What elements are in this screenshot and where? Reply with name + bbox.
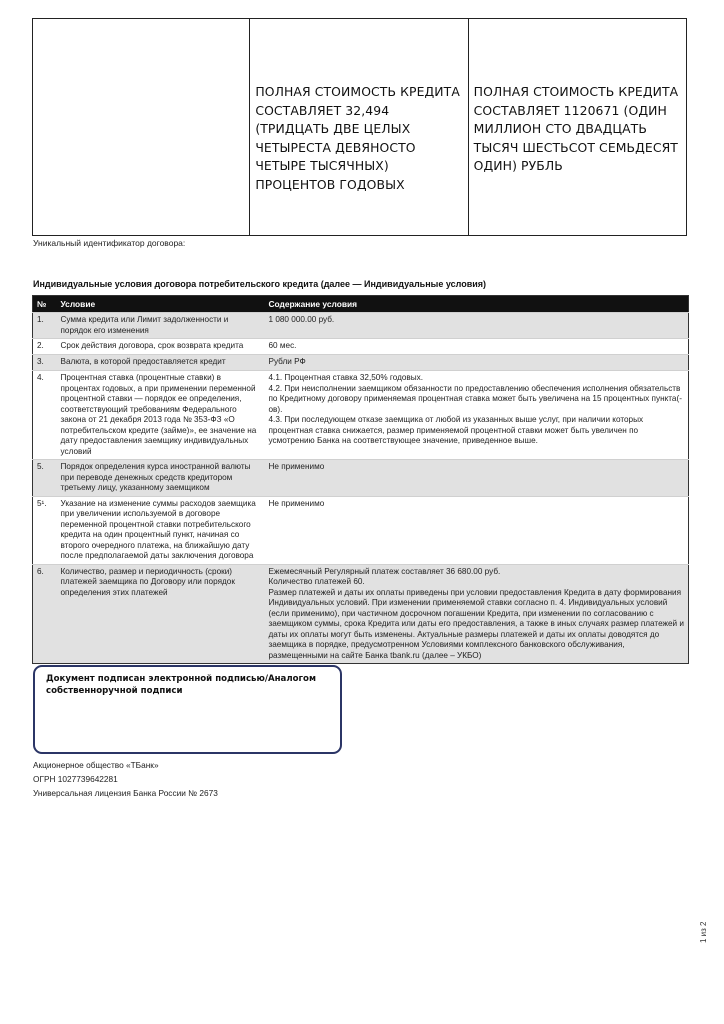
row-content-line: 4.2. При неисполнении заемщиком обязанности по предоставлению обеспечения исполнения обязательств по Кредитному договору применяемая процентная ставка может быть увеличена на 15 процентных пункта(-ов). — [268, 383, 682, 414]
company-name: Акционерное общество «ТБанк» — [33, 760, 159, 770]
header-content: Содержание условия — [265, 296, 689, 313]
row-condition: Валюта, в которой предоставляется кредит — [57, 355, 265, 371]
full-cost-rubles-text: ПОЛНАЯ СТОИМОСТЬ КРЕДИТА СОСТАВЛЯЕТ 1120671 (ОДИН МИЛЛИОН СТО ДВАДЦАТЬ ТЫСЯЧ ШЕСТЬСОТ СЕМЬДЕСЯТ ОДИН) РУБЛЬ — [473, 84, 679, 173]
row-content-line: Не применимо — [268, 462, 325, 471]
row-content — [265, 355, 689, 371]
signature-text: Документ подписан электронной подписью/Аналогом собственноручной подписи — [46, 674, 316, 696]
table-row — [33, 339, 689, 355]
cost-summary-cell-rubles — [469, 19, 686, 235]
row-number: 1. — [33, 313, 57, 339]
conditions-table-header — [33, 296, 689, 313]
table-row — [33, 564, 689, 664]
table-row — [33, 355, 689, 371]
row-content-line: Рубли РФ — [268, 357, 306, 366]
row-condition: Процентная ставка (процентные ставки) в процентах годовых, а при применении переменной процентной ставки — порядок ее определения, соответствующий требованиям Федерального закона от 21 декабря 2013 года № 353-ФЗ «О потребительском кредите (займе)», ее значение на дату предоставления заемщику индивидуальных условий — [57, 371, 265, 460]
row-condition: Количество, размер и периодичность (сроки) платежей заемщика по Договору или порядок определения этих платежей — [57, 564, 265, 664]
full-cost-percent-text: ПОЛНАЯ СТОИМОСТЬ КРЕДИТА СОСТАВЛЯЕТ 32,494 (ТРИДЦАТЬ ДВЕ ЦЕЛЫХ ЧЕТЫРЕСТА ДЕВЯНОСТО ЧЕТЫРЕ ТЫСЯЧНЫХ) ПРОЦЕНТОВ ГОДОВЫХ — [255, 84, 460, 192]
row-content — [265, 564, 689, 664]
table-row — [33, 371, 689, 460]
bank-requisites — [33, 759, 218, 800]
row-number: 5. — [33, 460, 57, 497]
header-condition: Условие — [57, 296, 265, 313]
row-content-line: 1 080 000.00 руб. — [268, 315, 335, 324]
electronic-signature-box — [33, 665, 342, 754]
row-content-line: 4.3. При последующем отказе заемщика от любой из указанных выше услуг, при наличии которых процентная ставка снижается, размер применяемой процентной ставки может быть увеличен по усмотрению Банка на соответствующее значение, приведенное выше. — [268, 415, 644, 445]
row-condition: Указание на изменение суммы расходов заемщика при увеличении используемой в договоре переменной процентной ставки потребительского кредита на один процентный пункт, начиная со второго очередного платежа, на ближайшую дату после предполагаемой даты заключения договора — [57, 496, 265, 564]
conditions-table — [32, 295, 689, 664]
table-row — [33, 313, 689, 339]
cost-summary-table — [32, 18, 687, 236]
row-content — [265, 313, 689, 339]
cost-summary-cell-empty — [33, 19, 250, 235]
row-number: 6. — [33, 564, 57, 664]
ogrn: ОГРН 1027739642281 — [33, 773, 118, 784]
header-number: № — [33, 296, 57, 313]
row-number: 5¹. — [33, 496, 57, 564]
row-content-line: 4.1. Процентная ставка 32,50% годовых. — [268, 373, 424, 382]
row-number: 2. — [33, 339, 57, 355]
table-row — [33, 496, 689, 564]
license: Универсальная лицензия Банка России № 2673 — [33, 787, 218, 798]
row-content-line: 60 мес. — [268, 341, 297, 350]
row-content — [265, 339, 689, 355]
row-condition: Срок действия договора, срок возврата кредита — [57, 339, 265, 355]
row-condition: Порядок определения курса иностранной валюты при переводе денежных средств кредитором третьему лицу, указанному заемщиком — [57, 460, 265, 497]
row-content — [265, 496, 689, 564]
cost-summary-cell-percent — [250, 19, 468, 235]
row-number: 3. — [33, 355, 57, 371]
row-content-line: Размер платежей и даты их оплаты приведены при условии предоставления Кредита в дату формирования Индивидуальных условий. При изменении применяемой ставки согласно п. 4. Индивидуальных условий (если применимо), при частичном досрочном погашении Кредита, при изменении по согласованию с заемщиком суммы, срока Кредита или даты его предоставления, а также в иных случаях размер платежей и даты их оплаты могут быть изменены. Актуальные размеры платежей и даты их оплаты доводятся до заемщика в порядке, предусмотренном Условиями комплексного банковского обслуживания, размещенными на сайте Банка tbank.ru (далее – УКБО) — [268, 587, 684, 660]
page-number: 1 из 2 — [699, 921, 708, 943]
table-row — [33, 460, 689, 497]
section-title: Индивидуальные условия договора потребительского кредита (далее — Индивидуальные условия) — [33, 279, 487, 289]
row-content — [265, 460, 689, 497]
row-content-line: Количество платежей 60. — [268, 577, 365, 586]
contract-uid-label: Уникальный идентификатор договора: — [33, 238, 186, 248]
row-content-line: Ежемесячный Регулярный платеж составляет 36 680.00 руб. — [268, 566, 501, 576]
row-number: 4. — [33, 371, 57, 460]
row-content-line: Не применимо — [268, 498, 325, 508]
row-condition: Сумма кредита или Лимит задолженности и порядок его изменения — [57, 313, 265, 339]
row-content — [265, 371, 689, 460]
